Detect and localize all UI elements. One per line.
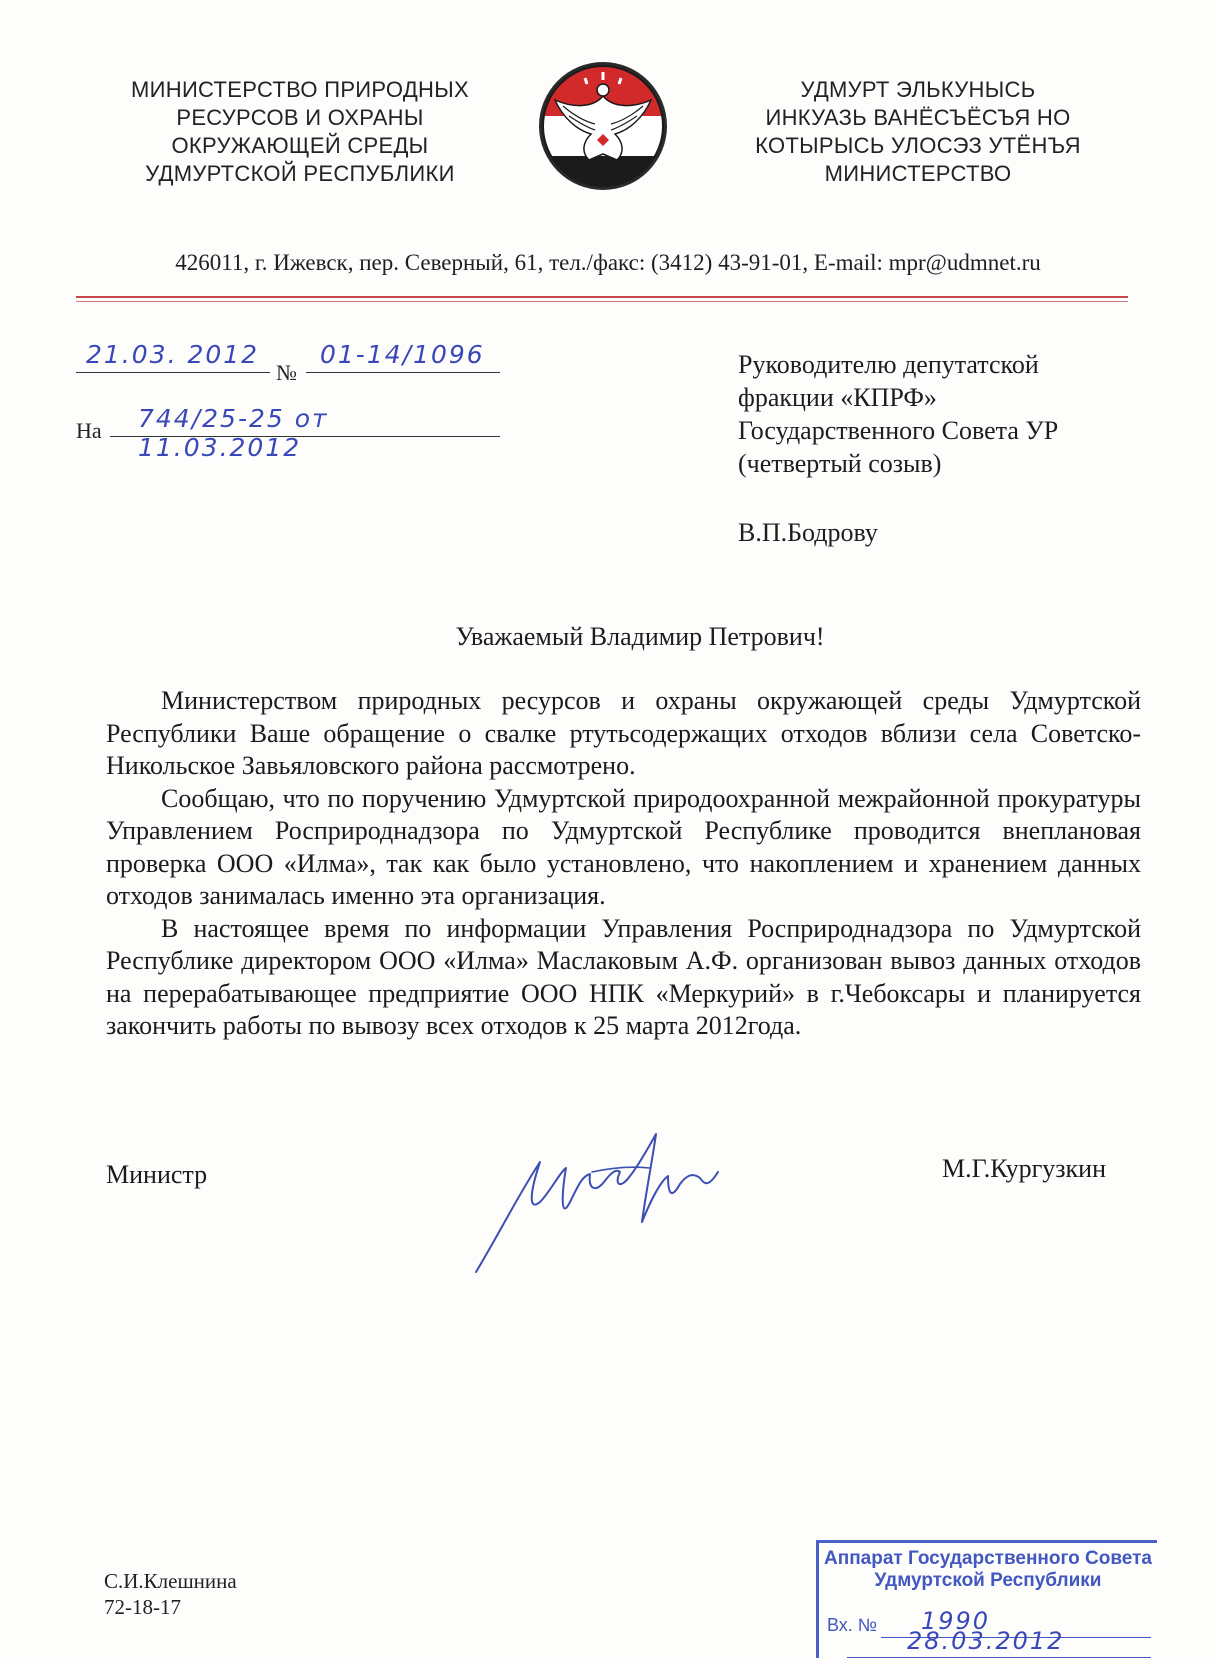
body-paragraph: В настоящее время по информации Управления Росприроднадзора по Удмуртской Республике директором ООО «Илма» Маслаковым А.Ф. организован вывоз данных отходов на перерабатывающее предприятие ООО НПК «Меркурий» в г.Чебоксары и планируется закончить работы по вывозу всех отходов к 25 марта 2012года. <box>106 913 1141 1040</box>
stamp-date-line <box>847 1627 1151 1658</box>
outgoing-number: 01-14/1096 <box>320 340 485 369</box>
org-line: РЕСУРСОВ И ОХРАНЫ <box>176 105 424 130</box>
executor-block <box>104 1568 237 1620</box>
org-line: МИНИСТЕРСТВО <box>824 161 1012 186</box>
signer-title: Министр <box>106 1160 208 1189</box>
stamp-in-label: Вх. № <box>827 1615 878 1635</box>
body-paragraph: Министерством природных ресурсов и охраны окружающей среды Удмуртской Республики Ваше обращение о свалке ртутьсодержащих отходов вблизи села Советско-Никольское Завьяловского района рассмотрено. <box>106 686 1141 780</box>
salutation: Уважаемый Владимир Петрович! <box>455 622 825 651</box>
addressee-line: Государственного Совета УР <box>738 416 1059 445</box>
outgoing-date: 21.03. 2012 <box>86 340 260 369</box>
reply-field <box>110 404 500 462</box>
org-line: ИНКУАЗЬ ВАНЁСЪЁСЪЯ НО <box>765 105 1071 130</box>
signer-name: М.Г.Кургузкин <box>942 1154 1106 1183</box>
addressee-block <box>738 348 1058 480</box>
number-field <box>306 340 500 373</box>
org-line: УДМУРТСКОЙ РЕСПУБЛИКИ <box>145 161 455 186</box>
udmurt-coat-of-arms-icon <box>533 56 673 196</box>
stamp-in-date: 28.03.2012 <box>907 1627 1065 1655</box>
letter-body <box>106 685 1141 1043</box>
date-field <box>76 340 270 373</box>
org-line: ОКРУЖАЮЩЕЙ СРЕДЫ <box>171 133 429 158</box>
stamp-title-line: Удмуртской Республики <box>874 1570 1102 1591</box>
org-line: УДМУРТ ЭЛЬКУНЫСЬ <box>800 77 1036 102</box>
number-label: № <box>276 360 297 385</box>
body-paragraph: Сообщаю, что по поручению Удмуртской природоохранной межрайонной прокуратуры Управлением Росприроднадзора по Удмуртской Республике проводится внеплановая проверка ООО «Илма», так как было установлено, что накоплением и хранением данных отходов занималась именно эта организация. <box>106 783 1141 910</box>
executor-phone: 72-18-17 <box>104 1595 181 1619</box>
reply-label: На <box>76 418 102 443</box>
org-line: КОТЫРЫСЬ УЛОСЭЗ УТЁНЪЯ <box>755 133 1081 158</box>
stamp-in-number: 1990 <box>921 1607 991 1635</box>
addressee-line: Руководителю депутатской <box>738 350 1039 379</box>
incoming-registration-stamp <box>816 1540 1157 1658</box>
org-line: МИНИСТЕРСТВО ПРИРОДНЫХ <box>131 77 469 102</box>
addressee-line: (четвертый созыв) <box>738 449 942 478</box>
org-name-russian <box>100 76 500 188</box>
addressee-line: фракции «КПРФ» <box>738 383 937 412</box>
header-divider-thin <box>76 301 1128 302</box>
org-name-udmurt <box>718 76 1118 188</box>
reply-reference: 744/25-25 от 11.03.2012 <box>138 404 329 462</box>
handwritten-signature-icon <box>470 1132 770 1282</box>
org-address: 426011, г. Ижевск, пер. Северный, 61, тел./факс: (3412) 43-91-01, E-mail: mpr@udmnet.ru <box>175 250 1041 275</box>
stamp-title-line: Аппарат Государственного Совета <box>824 1548 1152 1569</box>
addressee-name: В.П.Бодрову <box>738 518 878 547</box>
stamp-title <box>819 1548 1157 1592</box>
header-divider <box>76 296 1128 298</box>
executor-name: С.И.Клешнина <box>104 1569 237 1593</box>
